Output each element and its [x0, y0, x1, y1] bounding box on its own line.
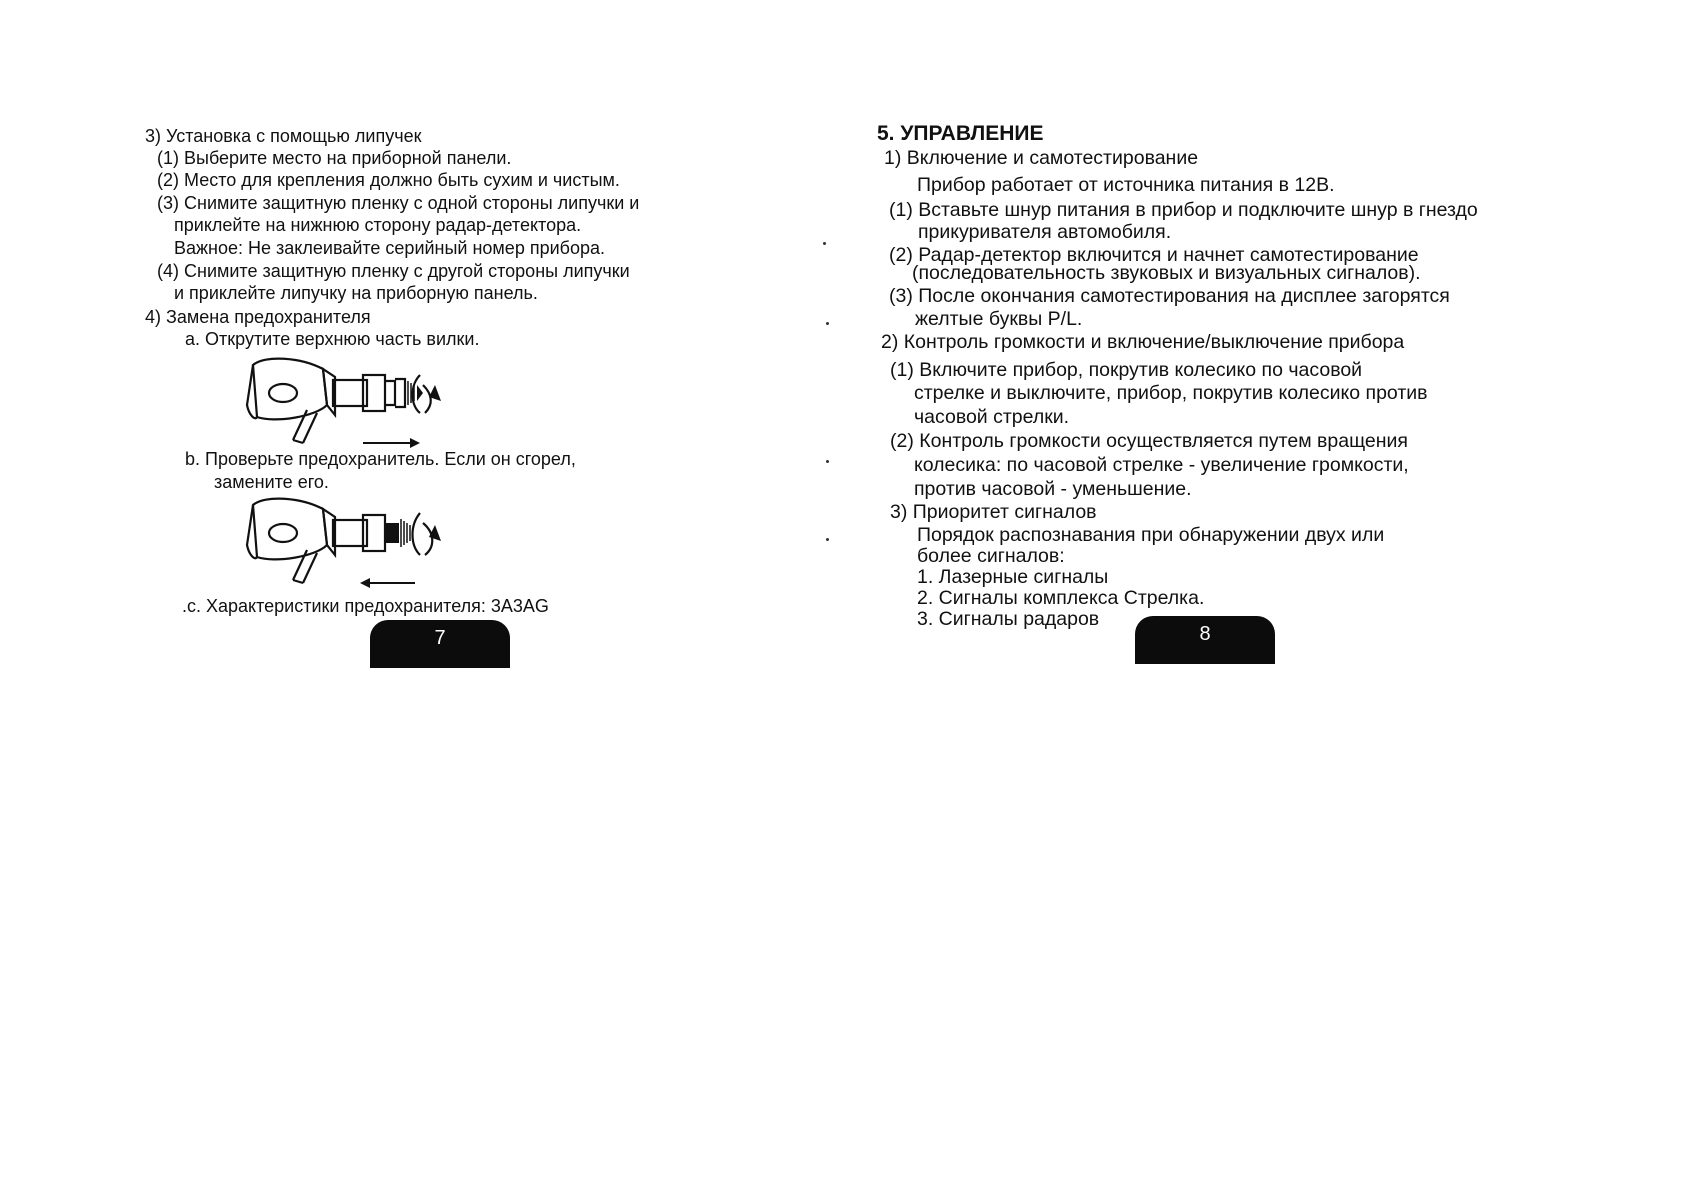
velcro-step-1: (1) Выберите место на приборной панели. — [157, 148, 512, 168]
power-step-1: (1) Вставьте шнур питания в прибор и подключите шнур в гнездо — [889, 199, 1478, 221]
fuse-step-c: .с. Характеристики предохранителя: 3A3AG — [182, 596, 549, 616]
plug-reassemble-illustration — [245, 495, 485, 595]
velcro-step-3-cont: приклейте на нижнюю сторону радар-детектора. — [174, 215, 582, 235]
velcro-step-3-note: Важное: Не заклеивайте серийный номер прибора. — [174, 238, 605, 258]
priority-title: 3) Приоритет сигналов — [890, 501, 1097, 523]
gutter-mark — [826, 460, 829, 463]
power-step-3: (3) После окончания самотестирования на дисплее загорятся — [889, 285, 1450, 307]
volume-step-2: (2) Контроль громкости осуществляется путем вращения — [890, 430, 1408, 452]
volume-step-1-end: часовой стрелки. — [914, 406, 1070, 428]
volume-step-1: (1) Включите прибор, покрутив колесико по часовой — [890, 359, 1363, 381]
velcro-section-title: 3) Установка с помощью липучек — [145, 126, 422, 146]
fuse-section-title: 4) Замена предохранителя — [145, 307, 371, 327]
velcro-step-4-cont: и приклейте липучку на приборную панель. — [174, 283, 538, 303]
gutter-mark — [823, 242, 826, 245]
power-step-3-cont: желтые буквы P/L. — [915, 308, 1083, 330]
volume-title: 2) Контроль громкости и включение/выключение прибора — [881, 331, 1405, 353]
plug-unscrew-illustration — [245, 355, 485, 455]
volume-step-2-cont: колесика: по часовой стрелке - увеличение громкости, — [914, 454, 1409, 476]
page-number-8: 8 — [1135, 616, 1275, 664]
power-step-1-cont: прикуривателя автомобиля. — [918, 221, 1172, 243]
velcro-step-3: (3) Снимите защитную пленку с одной стороны липучки и — [157, 193, 640, 213]
page-number-7: 7 — [370, 620, 510, 668]
gutter-mark — [826, 538, 829, 541]
power-source-note: Прибор работает от источника питания в 12В. — [917, 174, 1335, 196]
priority-item-laser: 1. Лазерные сигналы — [917, 566, 1109, 588]
priority-intro-cont: более сигналов: — [917, 545, 1065, 567]
velcro-step-4: (4) Снимите защитную пленку с другой стороны липучки — [157, 261, 630, 281]
priority-item-radar: 3. Сигналы радаров — [917, 608, 1100, 630]
priority-intro: Порядок распознавания при обнаружении двух или — [917, 524, 1385, 546]
priority-item-strelka: 2. Сигналы комплекса Стрелка. — [917, 587, 1205, 609]
power-step-2: (2) Радар-детектор включится и начнет самотестирование — [889, 244, 1419, 266]
volume-step-1-cont: стрелке и выключите, прибор, покрутив колесико против — [914, 382, 1428, 404]
velcro-step-2: (2) Место для крепления должно быть сухим и чистым. — [157, 170, 620, 190]
power-on-title: 1) Включение и самотестирование — [884, 147, 1199, 169]
section-heading: 5. УПРАВЛЕНИЕ — [877, 122, 1044, 145]
fuse-step-b: b. Проверьте предохранитель. Если он сгорел, — [185, 449, 576, 469]
fuse-step-a: a. Открутите верхнюю часть вилки. — [185, 329, 480, 349]
volume-step-2-end: против часовой - уменьшение. — [914, 478, 1192, 500]
power-step-2-cont: (последовательность звуковых и визуальных сигналов). — [912, 262, 1421, 284]
gutter-mark — [826, 322, 829, 325]
fuse-step-b-cont: замените его. — [214, 472, 329, 492]
